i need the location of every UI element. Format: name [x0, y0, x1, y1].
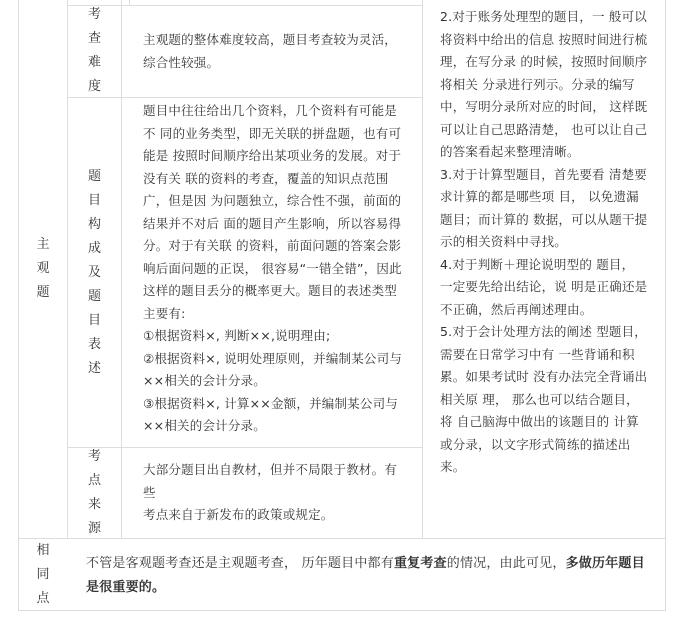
- row-divider: [18, 610, 666, 611]
- composition-item: ②根据资料×, 说明处理原则，并编制某公司与××相关的会计分录。: [143, 350, 403, 388]
- difficulty-label: [68, 5, 121, 97]
- label-char: 构: [87, 216, 101, 232]
- common-text-part: 不管是客观题考查还是主观题考查， 历年题目中都有: [86, 556, 394, 571]
- col-divider: [121, 0, 122, 539]
- label-char: 来: [87, 497, 101, 512]
- label-char: 难: [87, 55, 101, 70]
- composition-paragraph: 题目中往往给出几个资料，几个资料有可能是不 同的业务类型，即无关联的拼盘题，也有可能是 按照时间顺序给出某项业务的发展。对于没有关 联的资料的考查，覆盖的知识点范围广，但是因 为问题独立，综合性不强，前面的结果并不对后 面的题目产生影响，所以容易得分。对于有关联 的资料，前面问题的答案会影响后面问题的正误， 很容易“一错全错”，因此这样的题目丢分的概率更大。题目的表述类型主要有:: [143, 103, 402, 321]
- label-char: 成: [87, 240, 101, 256]
- label-char: 点: [36, 590, 50, 606]
- common-bold-phrase: 重复考查: [393, 556, 447, 571]
- composition-text: [143, 100, 405, 438]
- label-char: 目: [87, 192, 101, 208]
- label-char: 源: [87, 521, 101, 536]
- label-char: 同: [36, 566, 50, 582]
- tip-paragraph: 3.对于计算型题目，首先要看 清楚要求计算的都是哪些项 目， 以免遗漏题目；而计算的 数据，可以从题干提示的相关资料中寻找。: [440, 166, 648, 249]
- col-divider: [422, 0, 423, 539]
- label-char: 考: [87, 449, 101, 464]
- label-char: 度: [87, 79, 101, 94]
- section-label-subjective: [19, 0, 67, 538]
- tip-paragraph: 5.对于会计处理方法的阐述 型题目，需要在日常学习中有 一些背诵和积累。如果考试时 没有办法完全背诵出相关原 理， 那么也可以结合题目，将 自己脑海中做出的该题目的 计算或分录，以文字形式简练的描述出来。: [440, 324, 648, 474]
- col-divider: [129, 0, 130, 5]
- label-char: 题: [87, 288, 101, 304]
- label-char: 观: [36, 261, 50, 276]
- difficulty-text: [143, 29, 405, 74]
- common-text-part: 的情况，由此可见，: [446, 556, 566, 571]
- label-char: 题: [87, 168, 101, 184]
- composition-label: [68, 98, 121, 447]
- col-divider: [665, 0, 666, 611]
- section-label-common: [19, 539, 67, 610]
- tip-paragraph: 2.对于账务处理型的题目，一 般可以将资料中给出的信息 按照时间进行梳理，在写分录 的时候，按照时间顺序将相关 分录进行列示。分录的编写 中，写明分录所对应的时间， 这样既可以让自己思路清楚， 也可以让自己的答案看起来整理清晰。: [440, 9, 648, 159]
- label-char: 述: [87, 360, 101, 376]
- composition-item: ③根据资料×, 计算××金额，并编制某公司与××相关的会计分录。: [143, 395, 398, 433]
- label-char: 查: [87, 31, 101, 46]
- source-label: [68, 448, 121, 538]
- source-line: 大部分题目出自教材，但并不局限于教材。有些: [143, 462, 398, 500]
- label-char: 目: [87, 312, 101, 328]
- answer-tips: [440, 6, 650, 479]
- source-text: [143, 459, 405, 527]
- common-text: [86, 552, 651, 600]
- label-char: 及: [87, 264, 101, 280]
- source-line: 考点来自于新发布的政策或规定。: [143, 507, 334, 522]
- label-char: 表: [87, 336, 101, 352]
- tip-paragraph: 4.对于判断＋理论说明型的 题目， 一定要先给出结论，说 明是正确还是不正确，然后再阐述理由。: [440, 256, 648, 317]
- row-divider: [18, 538, 666, 539]
- label-char: 相: [36, 542, 50, 558]
- composition-item: ①根据资料×, 判断××,说明理由;: [143, 328, 331, 343]
- label-char: 主: [36, 237, 50, 252]
- label-char: 题: [36, 285, 50, 300]
- common-bold-conclusion: 多做历年题目是很重要的。: [86, 556, 645, 595]
- label-char: 点: [87, 473, 101, 488]
- difficulty-paragraph: 主观题的整体难度较高，题目考查较为灵活，综合性较强。: [143, 32, 398, 70]
- label-char: 考: [87, 7, 101, 22]
